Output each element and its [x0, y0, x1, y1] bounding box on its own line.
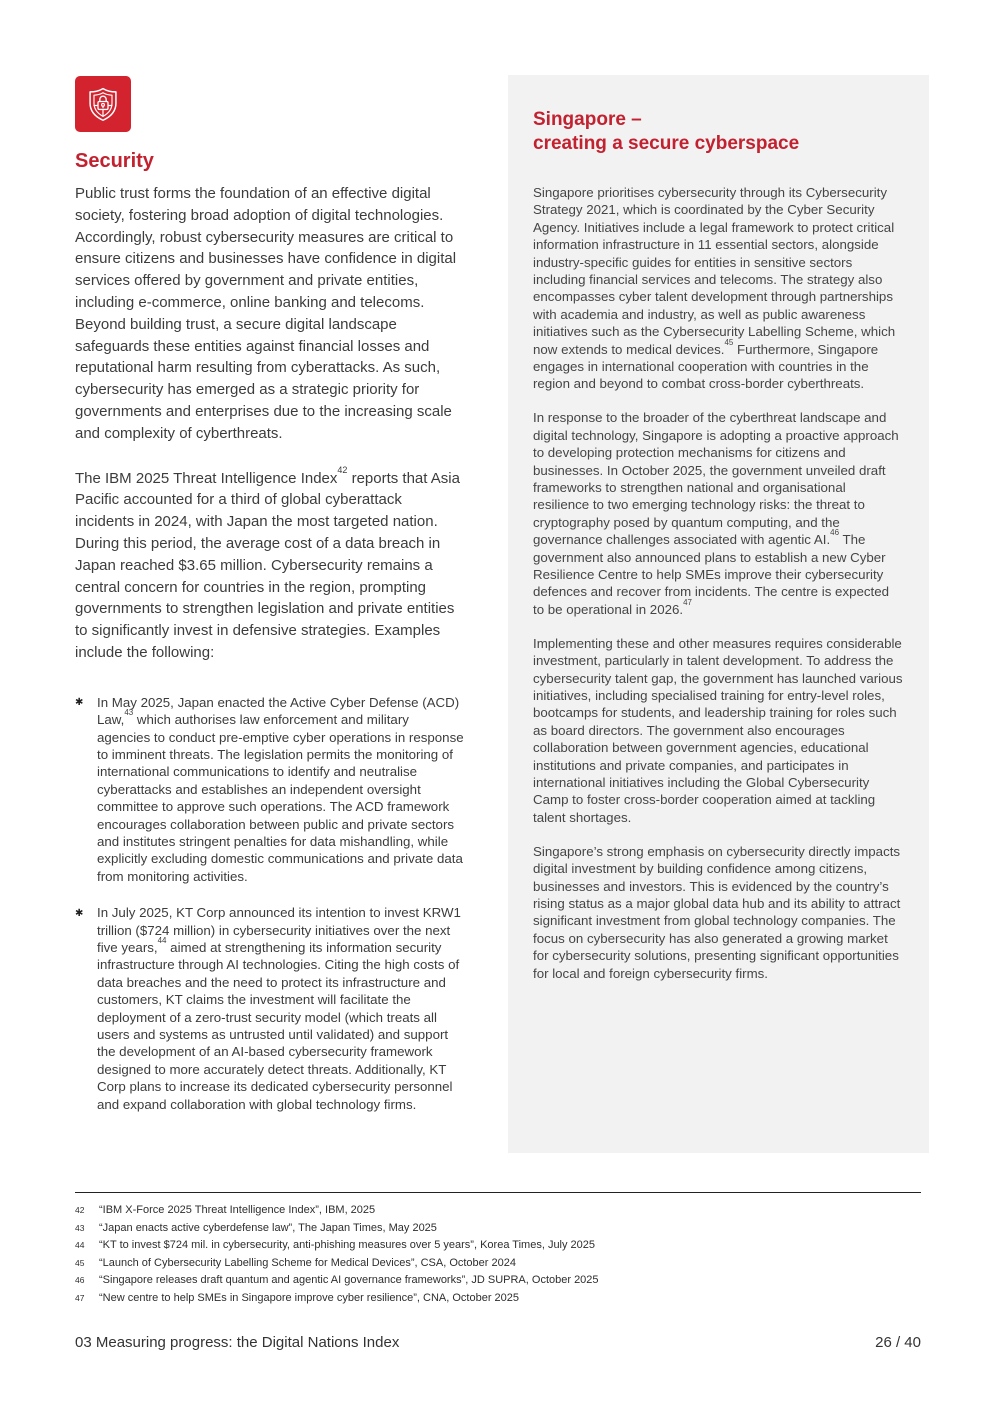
footnote-ref-43: 43: [124, 708, 134, 718]
footnote-number: 44: [75, 1240, 85, 1251]
footnote-ref-44: 44: [157, 936, 167, 946]
footer-section-title: 03 Measuring progress: the Digital Nations Index: [75, 1334, 400, 1351]
bullet-item-kt-corp: [75, 904, 465, 1113]
panel-paragraph-strategy: [533, 184, 903, 393]
footnote-item: [75, 1204, 921, 1217]
bullet-text: [97, 694, 465, 885]
footnote-text: “Japan enacts active cyberdefense law”, The Japan Times, May 2025: [99, 1221, 437, 1234]
paragraph-text: The government also announced plans to establish a new Cyber Resilience Centre to help SMEs improve their cybersecurity defences and recover from incidents. The centre is expected to be operational in 2026.: [533, 532, 890, 617]
panel-paragraph-investment: Singapore’s strong emphasis on cybersecurity directly impacts digital investment by building confidence among citizens, businesses and investors. This is evidenced by the country’s rising status as a major global data hub and its ability to attract significant investment from global technology companies. The focus on cybersecurity has also generated a growing market for cybersecurity solutions, presenting significant opportunities for local and foreign cybersecurity firms.: [533, 843, 901, 981]
security-heading: Security: [75, 150, 154, 172]
security-icon-box: [75, 76, 131, 132]
footnote-text: “Singapore releases draft quantum and agentic AI governance frameworks”, JD SUPRA, October 2025: [99, 1274, 599, 1287]
panel-heading: [533, 108, 903, 155]
footnote-number: 46: [75, 1275, 85, 1286]
footnote-item: [75, 1257, 921, 1270]
footnote-number: 45: [75, 1257, 85, 1268]
panel-paragraph-talent: Implementing these and other measures requires considerable investment, particularly in talent development. To address the cybersecurity talent gap, the government has launched various initiatives, including specialised training for entry-level roles, bootcamps for students, and leadership training for roles such as board directors. The government also encourages collaboration between government agencies, educational institutions and private companies, and participates in international initiatives including the Global Cybersecurity Camp to foster cross-border cooperation aimed at tackling talent shortages.: [533, 635, 903, 825]
footnote-number: 42: [75, 1205, 85, 1215]
paragraph-text: The IBM 2025 Threat Intelligence Index: [75, 469, 338, 487]
paragraph-text: Singapore prioritises cybersecurity through its Cybersecurity Strategy 2021, which is coordinated by the Cyber Security Agency. Initiatives include a legal framework to protect critical information infrastructure in 11 essential sectors, alongside industry-specific guides for entities in sensitive sectors including financial services and telecoms. The strategy also encompasses cyber talent development through partnerships with academia and industry, as well as public awareness initiatives such as the Cybersecurity Labelling Scheme, which now extends to medical devices.: [533, 185, 896, 357]
singapore-panel: [508, 75, 929, 1153]
asterisk-bullet-icon: ✱: [75, 907, 84, 919]
footnote-ref-45: 45: [724, 337, 734, 347]
paragraph-text: reports that Asia Pacific accounted for a third of global cyberattack incidents in 2024, with Japan the most targeted nation. During this period, the average cost of a data breach in Japan reached $3.65 million. Cybersecurity remains a central concern for countries in the region, prompting governments to strengthen legislation and private entities to significantly invest in defensive strategies. Examples include the following:: [75, 469, 460, 661]
asterisk-bullet-icon: ✱: [75, 697, 84, 709]
shield-lock-icon: [83, 84, 123, 124]
footer-page-number: 26 / 40: [875, 1334, 921, 1351]
paragraph-text: Furthermore, Singapore engages in international cooperation with countries in the region and beyond to combat cross-border cyberthreats.: [533, 341, 879, 392]
footnote-number: 43: [75, 1222, 85, 1233]
footnote-divider: [75, 1192, 921, 1193]
panel-paragraph-frameworks: [533, 409, 903, 618]
paragraph-text: which authorises law enforcement and military agencies to conduct pre-emptive cyber operations in response to imminent threats. The legislation permits the monitoring of international communications to identify and neutralise cyberattacks and establishes an independent oversight committee to approve such operations. The ACD framework encourages collaboration between public and private sectors and institutes stringent penalties for data mishandling, while explicitly excluding domestic communications and private data from monitoring activities.: [97, 712, 464, 884]
paragraph-text: aimed at strengthening its information security infrastructure through AI technologies. Citing the high costs of data breaches and the need to protect its infrastructure and customers, KT claims the investment will facilitate the deployment of a zero-trust security model (which treats all users and systems as untrusted until validated) and support the development of an AI-based cybersecurity framework designed to more accurately detect threats. Additionally, KT Corp plans to increase its dedicated cybersecurity personnel and expand collaboration with global technology firms.: [97, 940, 460, 1112]
footnote-item: [75, 1222, 921, 1235]
panel-heading-line2: creating a secure cyberspace: [533, 132, 800, 154]
bullet-text: [97, 904, 465, 1113]
footnote-text: “IBM X-Force 2025 Threat Intelligence Index”, IBM, 2025: [99, 1204, 376, 1216]
paragraph-text: In response to the broader of the cyberthreat landscape and digital technology, Singapore is adopting a proactive approach to developing protection mechanisms for citizens and businesses. In October 2025, the government unveiled draft frameworks to strengthen national and organisational resilience to two emerging technology risks: the threat to cryptography posed by quantum computing, and the governance challenges associated with agentic AI.: [533, 410, 899, 548]
footnote-text: “New centre to help SMEs in Singapore improve cyber resilience”, CNA, October 2025: [99, 1291, 520, 1304]
footnotes-list: [75, 1204, 921, 1310]
footnote-item: [75, 1292, 921, 1305]
bullet-item-japan-acd: [75, 694, 465, 885]
paragraph-text: In May 2025, Japan enacted the Active Cyber Defense (ACD) Law,: [97, 694, 460, 728]
intro-paragraph: Public trust forms the foundation of an effective digital society, fostering broad adoption of digital technologies. Accordingly, robust cybersecurity measures are critical to ensure citizens and businesses have confidence in digital services offered by government and private entities, including e-commerce, online banking and telecoms. Beyond building trust, a secure digital landscape safeguards these entities against financial losses and reputational harm resulting from cyberattacks. As such, cybersecurity has emerged as a strategic priority for governments and enterprises due to the increasing scale and complexity of cyberthreats.: [75, 185, 457, 442]
panel-heading-line1: Singapore –: [533, 109, 642, 130]
page-footer: [75, 1334, 921, 1351]
left-column: [75, 76, 465, 1113]
footnote-text: “KT to invest $724 mil. in cybersecurity, anti-phishing measures over 5 years”, Korea Times, July 2025: [99, 1239, 596, 1252]
footnote-number: 47: [75, 1292, 85, 1303]
ibm-index-paragraph: [75, 464, 465, 664]
footnote-text: “Launch of Cybersecurity Labelling Scheme for Medical Devices”, CSA, October 2024: [99, 1256, 516, 1269]
paragraph-text: In July 2025, KT Corp announced its intention to invest KRW1 trillion ($724 million) in cybersecurity initiatives over the next five years,: [97, 905, 461, 956]
footnote-ref-46: 46: [830, 528, 840, 538]
footnote-ref-47: 47: [683, 597, 692, 607]
footnote-item: [75, 1274, 921, 1287]
bullet-list: [75, 694, 465, 1113]
footnote-ref-42: 42: [337, 464, 348, 475]
footnote-item: [75, 1239, 921, 1252]
